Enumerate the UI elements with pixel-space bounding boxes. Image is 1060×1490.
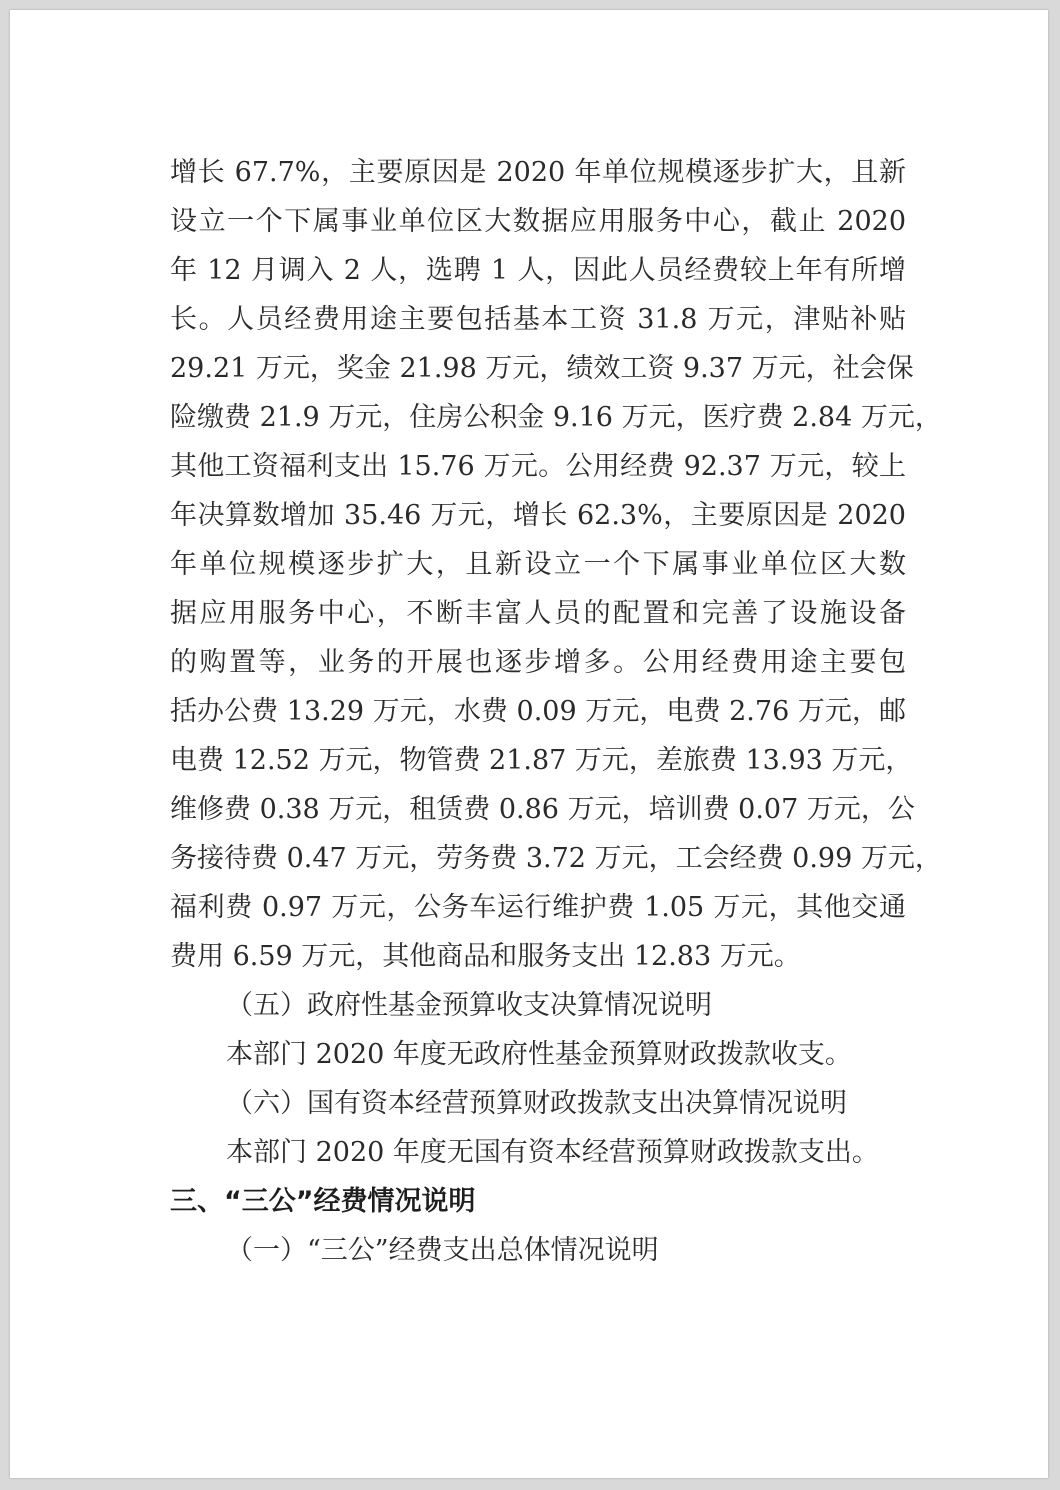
section-body: 本部门 2020 年度无国有资本经营预算财政拨款支出。 [226,1137,879,1168]
paragraph-line: 维修费 0.38 万元，租赁费 0.86 万元，培训费 0.07 万元，公 [170,794,915,825]
paragraph-line: 费用 6.59 万元，其他商品和服务支出 12.83 万元。 [170,941,801,972]
document-page [10,10,1048,1478]
paragraph-line: 据应用服务中心，不断丰富人员的配置和完善了设施设备 [170,598,906,629]
section-heading: （六）国有资本经营预算财政拨款支出决算情况说明 [226,1088,847,1119]
paragraph-line: 括办公费 13.29 万元，水费 0.09 万元，电费 2.76 万元，邮 [170,696,906,727]
paragraph-line: 设立一个下属事业单位区大数据应用服务中心，截止 2020 [170,206,906,237]
paragraph-line: 险缴费 21.9 万元，住房公积金 9.16 万元，医疗费 2.84 万元， [170,402,942,433]
paragraph-line: 29.21 万元，奖金 21.98 万元，绩效工资 9.37 万元，社会保 [170,353,914,384]
subsection-heading: （一）“三公”经费支出总体情况说明 [226,1235,659,1266]
paragraph-line: 的购置等，业务的开展也逐步增多。公用经费用途主要包 [170,647,906,678]
section-body: 本部门 2020 年度无政府性基金预算财政拨款收支。 [226,1039,852,1070]
paragraph-line: 年 12 月调入 2 人，选聘 1 人，因此人员经费较上年有所增 [170,255,906,286]
paragraph-line: 增长 67.7%，主要原因是 2020 年单位规模逐步扩大，且新 [170,157,906,188]
paragraph-line: 年决算数增加 35.46 万元，增长 62.3%，主要原因是 2020 [170,500,906,531]
paragraph-line: 务接待费 0.47 万元，劳务费 3.72 万元，工会经费 0.99 万元， [170,843,942,874]
paragraph-line: 长。人员经费用途主要包括基本工资 31.8 万元，津贴补贴 [170,304,906,335]
part-heading: 三、“三公”经费情况说明 [170,1186,476,1217]
paragraph-line: 电费 12.52 万元，物管费 21.87 万元，差旅费 13.93 万元， [170,745,913,776]
paragraph-line: 其他工资福利支出 15.76 万元。公用经费 92.37 万元，较上 [170,451,906,482]
paragraph-line: 年单位规模逐步扩大，且新设立一个下属事业单位区大数 [170,549,906,580]
paragraph-line: 福利费 0.97 万元，公务车运行维护费 1.05 万元，其他交通 [170,892,906,923]
section-heading: （五）政府性基金预算收支决算情况说明 [226,990,712,1021]
